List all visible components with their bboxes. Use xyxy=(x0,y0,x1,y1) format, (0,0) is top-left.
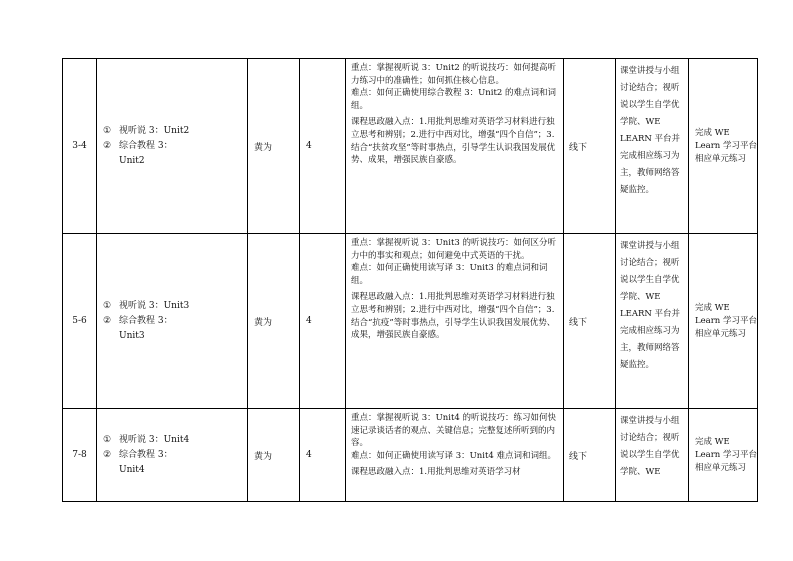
item-number xyxy=(103,463,119,478)
hours-cell: 4 xyxy=(300,59,346,234)
key-point-text: 重点：掌握视听说 3：Unit2 的听说技巧：如何提高听力练习中的准确性；如何抓住核心信息。 xyxy=(351,63,556,86)
week-cell: 5-6 xyxy=(63,234,97,409)
key-point-text: 重点：掌握视听说 3：Unit4 的听说技巧：练习如何快速记录谈话者的观点、关键信息；完整复述所听到的内容。 xyxy=(351,413,556,449)
task-cell: 完成 WE Learn 学习平台相应单元练习 xyxy=(689,234,758,409)
item-text: 综合教程 3： xyxy=(119,315,173,326)
method-text: 课堂讲授与小组讨论结合；视听说以学生自学优学院、WE xyxy=(620,416,680,477)
method-cell: 课堂讲授与小组讨论结合；视听说以学生自学优学院、WE LEARN 平台并完成相应练习为主，教师网络答疑监控。 xyxy=(616,234,689,409)
item-text: 视听说 3：Unit3 xyxy=(119,300,190,311)
content-cell xyxy=(97,59,248,234)
content-cell xyxy=(97,234,248,409)
item-text: 综合教程 3： xyxy=(119,140,173,151)
mode-cell: 线下 xyxy=(564,59,616,234)
content-cell xyxy=(97,409,248,502)
item-number xyxy=(103,154,119,169)
item-number: ① xyxy=(103,125,112,136)
item-text: 视听说 3：Unit4 xyxy=(119,434,190,445)
focus-cell xyxy=(346,409,564,502)
table-row xyxy=(63,409,758,502)
item-number xyxy=(103,329,119,344)
ideology-text: 课程思政融入点：1.用批判思维对英语学习材料进行独立思考和辨别；2.进行中西对比，增强“四个自信”；3.结合“扶贫攻坚”等时事热点，引导学生认识我国发展优势、成果，增强民族自豪感。 xyxy=(351,117,556,166)
item-text: 视听说 3：Unit2 xyxy=(119,125,190,136)
table-row xyxy=(63,59,758,234)
key-point-text: 重点：掌握视听说 3：Unit3 的听说技巧：如何区分听力中的事实和观点；如何避免中式英语的干扰。 xyxy=(351,238,556,261)
course-schedule-table xyxy=(62,58,758,502)
difficulty-text: 难点：如何正确使用读写译 3：Unit4 难点词和词组。 xyxy=(351,450,556,461)
focus-cell xyxy=(346,234,564,409)
item-number: ① xyxy=(103,300,112,311)
item-number: ② xyxy=(103,315,112,326)
task-cell: 完成 WE Learn 学习平台相应单元练习 xyxy=(689,409,758,502)
item-text: Unit3 xyxy=(119,330,145,341)
teacher-cell: 黄为 xyxy=(248,59,300,234)
item-number: ② xyxy=(103,140,112,151)
mode-cell: 线下 xyxy=(564,409,616,502)
ideology-text: 课程思政融入点：1.用批判思维对英语学习材料进行独立思考和辨别；2.进行中西对比，增强“四个自信”；3.结合“抗疫”等时事热点，引导学生认识我国发展优势、成果，增强民族自豪感。 xyxy=(351,292,556,341)
item-text: 综合教程 3： xyxy=(119,449,173,460)
focus-cell xyxy=(346,59,564,234)
hours-cell: 4 xyxy=(300,234,346,409)
hours-cell: 4 xyxy=(300,409,346,502)
mode-cell: 线下 xyxy=(564,234,616,409)
task-cell: 完成 WE Learn 学习平台相应单元练习 xyxy=(689,59,758,234)
difficulty-text: 难点：如何正确使用读写译 3：Unit3 的难点词和词组。 xyxy=(351,263,548,286)
ideology-text: 课程思政融入点：1.用批判思维对英语学习材 xyxy=(351,467,521,478)
item-number: ① xyxy=(103,434,112,445)
table-row xyxy=(63,234,758,409)
difficulty-text: 难点：如何正确使用综合教程 3：Unit2 的难点词和词组。 xyxy=(351,88,556,111)
teacher-cell: 黄为 xyxy=(248,409,300,502)
method-cell: 课堂讲授与小组讨论结合；视听说以学生自学优学院、WE LEARN 平台并完成相应练习为主，教师网络答疑监控。 xyxy=(616,59,689,234)
item-text: Unit4 xyxy=(119,464,145,475)
method-cell xyxy=(616,409,689,502)
week-cell: 3-4 xyxy=(63,59,97,234)
teacher-cell: 黄为 xyxy=(248,234,300,409)
week-cell: 7-8 xyxy=(63,409,97,502)
item-text: Unit2 xyxy=(119,155,145,166)
item-number: ② xyxy=(103,449,112,460)
